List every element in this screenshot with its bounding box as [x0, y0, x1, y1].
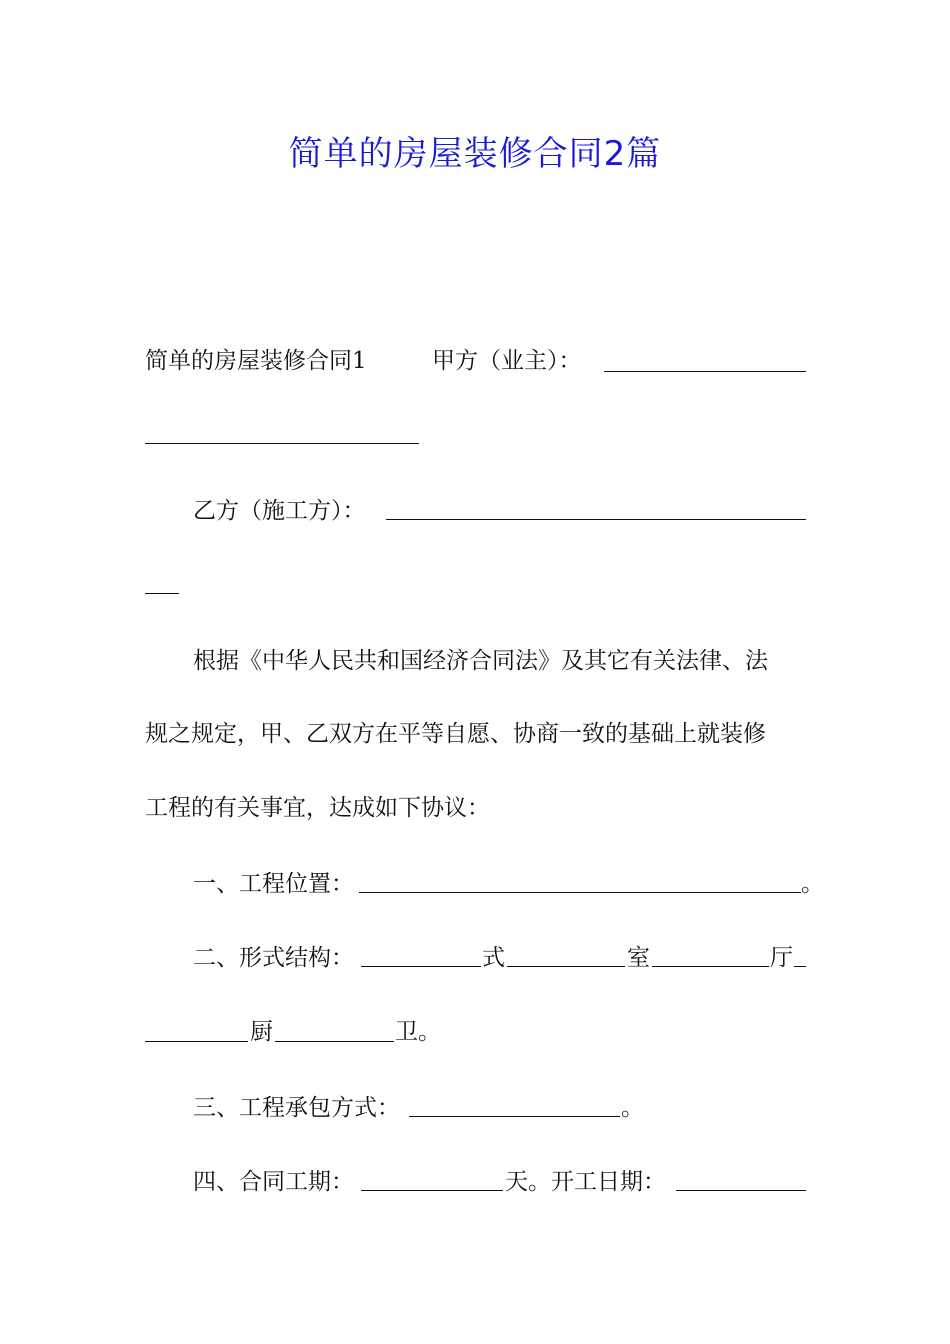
intro-line-2: 规之规定，甲、乙双方在平等自愿、协商一致的基础上就装修 — [145, 721, 766, 747]
item-4-days-blank[interactable] — [361, 1168, 503, 1191]
item-2-label: 二、形式结构： — [193, 945, 354, 971]
item-2-kitchen-blank-start[interactable] — [794, 944, 806, 967]
item-2-kitchen: 厨 — [250, 1019, 273, 1045]
intro-line-3: 工程的有关事宜，达成如下协议： — [145, 795, 490, 821]
item-4-start-date-blank[interactable] — [676, 1168, 806, 1191]
item-1-label: 一、工程位置： — [193, 871, 354, 897]
party-b-label: 乙方（施工方）： — [193, 498, 366, 524]
party-b-blank-continued[interactable] — [145, 571, 179, 594]
contract-heading: 简单的房屋装修合同1 — [145, 348, 367, 374]
document-title: 简单的房屋装修合同2篇 — [288, 134, 662, 174]
item-2-hall-blank[interactable] — [652, 944, 769, 967]
item-3-period: 。 — [621, 1095, 644, 1121]
party-a-label: 甲方（业主）： — [432, 348, 582, 374]
party-a-line — [145, 346, 367, 376]
item-2-bath: 卫。 — [395, 1019, 441, 1045]
intro-line-1: 根据《中华人民共和国经济合同法》及其它有关法律、法 — [193, 648, 768, 674]
party-b-line — [193, 496, 366, 526]
item-4-label: 四、合同工期： — [193, 1169, 354, 1195]
party-a-blank-continued[interactable] — [145, 421, 419, 444]
item-3-label: 三、工程承包方式： — [193, 1095, 400, 1121]
item-2-style-blank[interactable] — [361, 944, 481, 967]
item-2-room-blank[interactable] — [507, 944, 625, 967]
party-a-label-line — [432, 346, 582, 376]
item-1-location-blank[interactable] — [359, 870, 801, 893]
party-a-blank[interactable] — [604, 349, 806, 372]
item-4-start-label: 天。开工日期： — [505, 1169, 666, 1195]
item-2-hall: 厅 — [770, 945, 793, 971]
item-2-kitchen-blank[interactable] — [145, 1019, 248, 1042]
item-2-shi: 式 — [482, 945, 505, 971]
party-b-blank[interactable] — [386, 497, 806, 520]
item-2-bath-blank[interactable] — [275, 1019, 394, 1042]
item-3-method-blank[interactable] — [409, 1094, 620, 1117]
item-1-period: 。 — [801, 871, 824, 897]
item-2-room: 室 — [627, 945, 650, 971]
